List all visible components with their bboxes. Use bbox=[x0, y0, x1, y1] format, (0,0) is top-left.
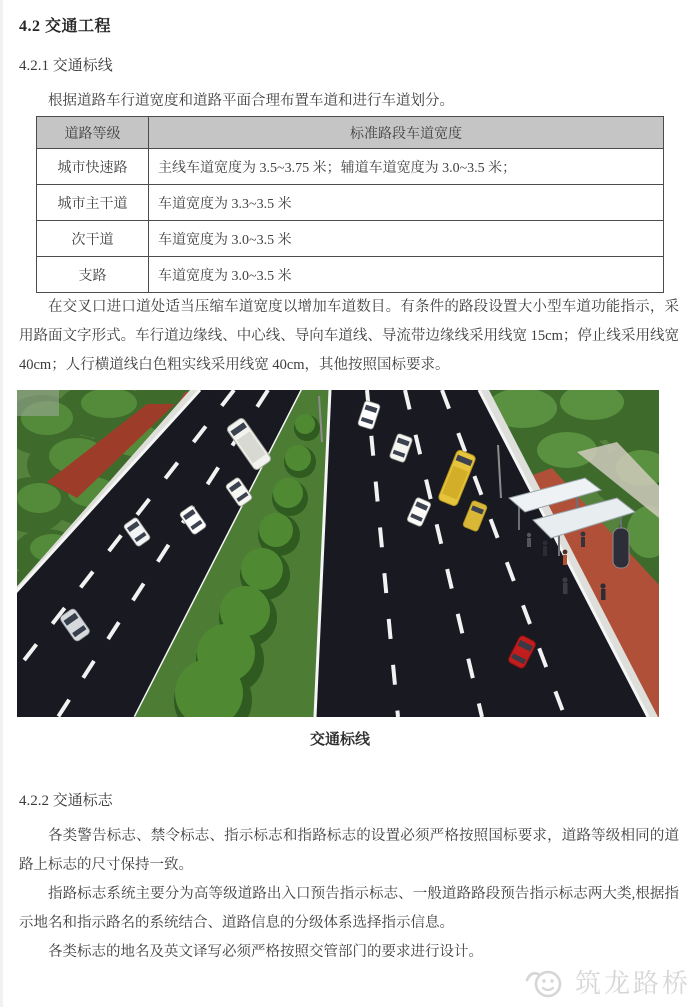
section-title: 4.2 交通工程 bbox=[19, 18, 112, 35]
watermark bbox=[524, 963, 691, 1000]
road-grade-cell: 次干道 bbox=[37, 221, 149, 257]
table-row bbox=[37, 221, 664, 257]
table-row bbox=[37, 185, 664, 221]
table-header-lane-width: 标准路段车道宽度 bbox=[149, 117, 664, 149]
road-grade-cell: 支路 bbox=[37, 257, 149, 293]
zhulong-logo-icon bbox=[524, 964, 566, 1000]
marking-spec-paragraph: 在交叉口进口道处适当压缩车道宽度以增加车道数目。有条件的路段设置大小型车道功能指示，采用路面文字形式。车行道边缘线、中心线、导向车道线、导流带边缘线采用线宽 15cm；停止线采用线宽 40cm；人行横道线白色粗实线采用线宽 40cm，其他按照国标要求。 bbox=[19, 299, 679, 373]
lane-width-cell: 车道宽度为 3.3~3.5 米 bbox=[149, 185, 664, 221]
road-grade-cell: 城市快速路 bbox=[37, 149, 149, 185]
traffic-markings-figure bbox=[17, 390, 659, 717]
subsection-421-title: 4.2.1 交通标线 bbox=[19, 58, 113, 74]
signs-paragraph-3: 各类标志的地名及英文译写必须严格按照交管部门的要求进行设计。 bbox=[48, 944, 483, 960]
figure-caption: 交通标线 bbox=[309, 732, 370, 748]
road-grade-cell: 城市主干道 bbox=[37, 185, 149, 221]
road-rendering-image bbox=[17, 390, 659, 717]
lane-width-table bbox=[36, 116, 664, 293]
lane-width-cell: 主线车道宽度为 3.5~3.75 米；辅道车道宽度为 3.0~3.5 米； bbox=[149, 149, 664, 185]
lane-width-cell: 车道宽度为 3.0~3.5 米 bbox=[149, 221, 664, 257]
watermark-label: 筑龙路桥 bbox=[574, 968, 691, 998]
table-header-row bbox=[37, 117, 664, 149]
signs-paragraph-2: 指路标志系统主要分为高等级道路出入口预告指示标志、一般道路路段预告指示标志两大类,根据指示地名和指示路名的系统结合、道路信息的分级体系选择指示信息。 bbox=[19, 886, 679, 931]
intro-paragraph: 根据道路车行道宽度和道路平面合理布置车道和进行车道划分。 bbox=[48, 93, 454, 109]
table-row bbox=[37, 149, 664, 185]
signs-paragraph-1: 各类警告标志、禁令标志、指示标志和指路标志的设置必须严格按照国标要求，道路等级相同的道路上标志的尺寸保持一致。 bbox=[19, 828, 679, 873]
table-header-road-grade: 道路等级 bbox=[37, 117, 149, 149]
subsection-422-title: 4.2.2 交通标志 bbox=[19, 793, 113, 809]
table-row bbox=[37, 257, 664, 293]
lane-width-cell: 车道宽度为 3.0~3.5 米 bbox=[149, 257, 664, 293]
